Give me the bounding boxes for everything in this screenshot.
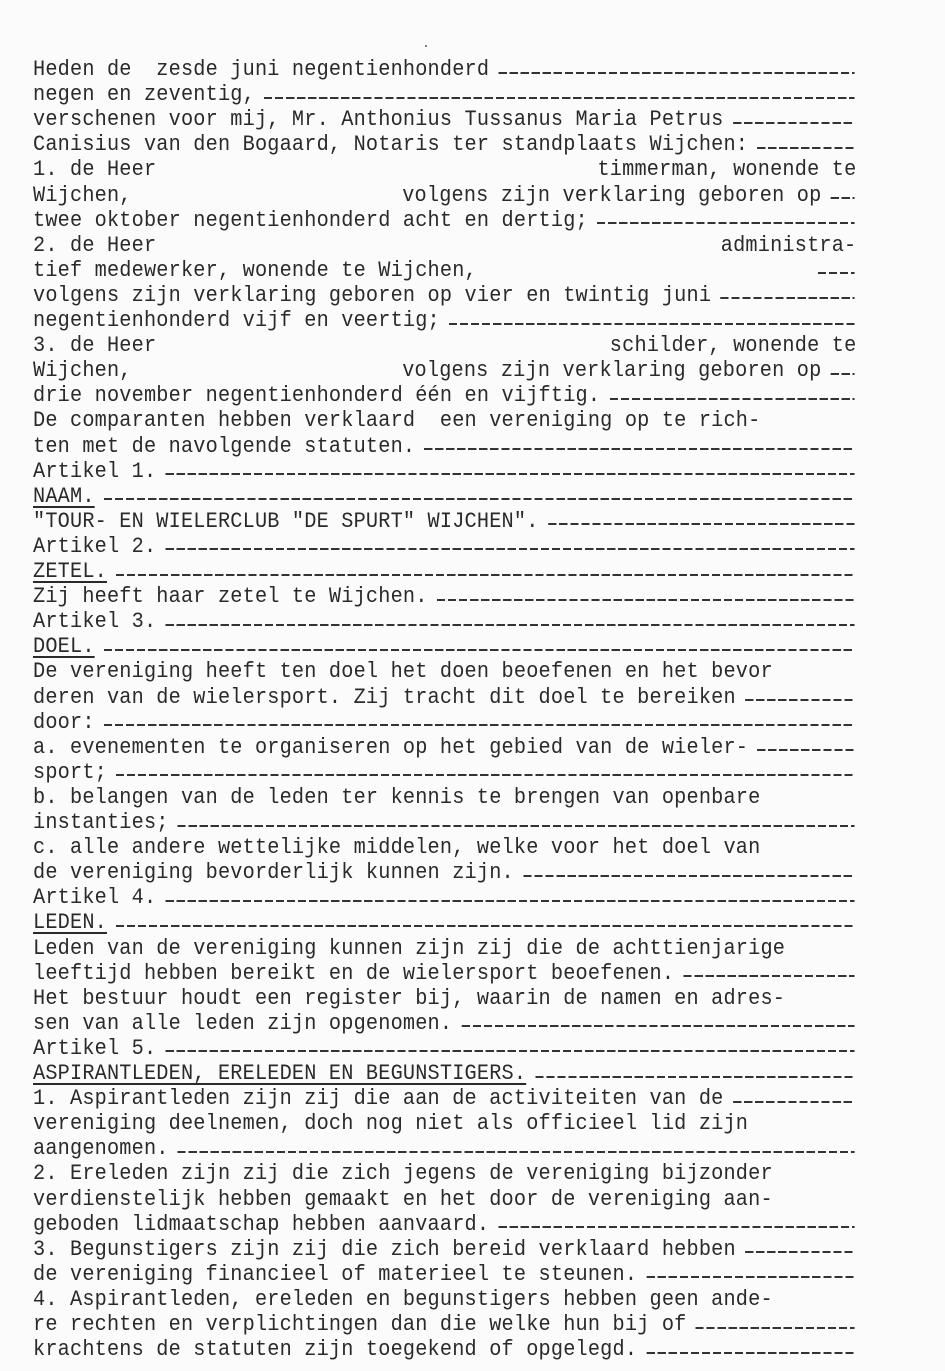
line-text: De comparanten hebben verklaard een vereniging op te rich- bbox=[33, 408, 761, 434]
text-line bbox=[33, 1011, 856, 1036]
dash-fill bbox=[104, 498, 855, 500]
text-line bbox=[33, 333, 856, 358]
dash-fill bbox=[733, 1101, 855, 1103]
text-line bbox=[33, 1312, 856, 1337]
line-text: tief medewerker, wonende te Wijchen, bbox=[33, 257, 477, 283]
dash-fill bbox=[535, 1076, 854, 1078]
line-text: Leden van de vereniging kunnen zijn zij die de achttienjarige bbox=[33, 935, 786, 961]
line-text: sport; bbox=[33, 759, 107, 785]
line-text: Artikel 2. bbox=[33, 533, 157, 559]
text-line bbox=[33, 785, 856, 810]
line-text: a. evenementen te organiseren op het gebied van de wieler- bbox=[33, 734, 749, 760]
dash-fill bbox=[757, 749, 854, 751]
text-line bbox=[33, 57, 856, 82]
text-line bbox=[33, 534, 856, 559]
line-text: Het bestuur houdt een register bij, waarin de namen en adres- bbox=[33, 985, 786, 1011]
section-heading: LEDEN. bbox=[33, 910, 107, 936]
text-line bbox=[33, 634, 856, 659]
text-line bbox=[33, 82, 856, 107]
dash-fill bbox=[264, 97, 854, 99]
line-text: sen van alle leden zijn opgenomen. bbox=[33, 1010, 453, 1036]
section-heading: DOEL. bbox=[33, 634, 95, 660]
dash-fill bbox=[104, 724, 855, 726]
line-text: re rechten en verplichtingen dan die welke hun bij of bbox=[33, 1312, 687, 1337]
dash-fill bbox=[461, 1025, 854, 1027]
text-line bbox=[33, 233, 856, 258]
line-text: "TOUR- EN WIELERCLUB "DE SPURT" WIJCHEN". bbox=[33, 508, 539, 534]
text-line bbox=[33, 509, 856, 534]
text-line bbox=[33, 1187, 856, 1212]
line-text: 4. Aspirantleden, ereleden en begunstigers hebben geen ande- bbox=[33, 1286, 773, 1312]
line-text: c. alle andere wettelijke middelen, welke voor het doel van bbox=[33, 835, 761, 861]
text-line bbox=[33, 860, 856, 885]
text-line bbox=[33, 1262, 856, 1287]
line-text: 2. Ereleden zijn zij die zich jegens de vereniging bijzonder bbox=[33, 1161, 773, 1187]
line-text: Artikel 4. bbox=[33, 885, 157, 911]
text-line bbox=[33, 358, 856, 383]
line-text: verschenen voor mij, Mr. Anthonius Tussanus Maria Petrus bbox=[33, 107, 724, 133]
text-line bbox=[33, 434, 856, 459]
text-line bbox=[33, 910, 856, 935]
line-text: Heden de zesde juni negentienhonderd bbox=[33, 57, 490, 82]
speck bbox=[425, 45, 427, 47]
dash-fill bbox=[831, 197, 855, 199]
text-line bbox=[33, 609, 856, 634]
text-line bbox=[33, 1061, 856, 1086]
text-line bbox=[33, 1111, 856, 1136]
line-text: leeftijd hebben bereikt en de wielersport beoefenen. bbox=[33, 960, 675, 986]
dash-fill bbox=[178, 1151, 855, 1153]
dash-fill bbox=[178, 825, 855, 827]
line-text: Artikel 5. bbox=[33, 1035, 157, 1061]
line-text: negentienhonderd vijf en veertig; bbox=[33, 308, 440, 333]
line-text-right: volgens zijn verklaring geboren op bbox=[402, 358, 822, 384]
dash-fill bbox=[646, 1276, 854, 1278]
text-line bbox=[33, 408, 856, 433]
dash-fill bbox=[733, 122, 855, 124]
text-line bbox=[33, 710, 856, 735]
text-line bbox=[33, 1036, 856, 1061]
text-line bbox=[33, 1287, 856, 1312]
line-text: Artikel 1. bbox=[33, 458, 157, 484]
line-text: twee oktober negentienhonderd acht en dertig; bbox=[33, 207, 588, 233]
line-text: Wijchen, bbox=[33, 358, 132, 384]
text-line bbox=[33, 760, 856, 785]
text-line bbox=[33, 383, 856, 408]
dash-fill bbox=[745, 1251, 855, 1253]
dash-fill bbox=[498, 72, 854, 74]
dash-fill bbox=[597, 222, 854, 224]
text-line bbox=[33, 986, 856, 1011]
dash-fill bbox=[498, 1226, 854, 1228]
dash-fill bbox=[166, 548, 855, 550]
text-line bbox=[33, 1086, 856, 1111]
text-line bbox=[33, 283, 856, 308]
text-line bbox=[33, 961, 856, 986]
line-text: volgens zijn verklaring geboren op vier en twintig juni bbox=[33, 282, 712, 308]
text-line bbox=[33, 810, 856, 835]
dash-fill bbox=[166, 624, 855, 626]
line-text: De vereniging heeft ten doel het doen beoefenen en het bevor bbox=[33, 659, 773, 685]
text-line bbox=[33, 132, 856, 157]
text-line bbox=[33, 936, 856, 961]
line-text: drie november negentienhonderd één en vijftig. bbox=[33, 383, 601, 409]
line-text: 2. de Heer bbox=[33, 232, 157, 258]
text-line bbox=[33, 1337, 856, 1362]
dash-fill bbox=[609, 398, 854, 400]
line-text: de vereniging bevorderlijk kunnen zijn. bbox=[33, 860, 514, 886]
text-line bbox=[33, 1212, 856, 1237]
line-text: aangenomen. bbox=[33, 1136, 169, 1162]
line-text-right: timmerman, wonende te bbox=[597, 157, 857, 183]
line-text: 3. Begunstigers zijn zij die zich bereid verklaard hebben bbox=[33, 1236, 736, 1262]
dash-fill bbox=[116, 925, 854, 927]
text-line bbox=[33, 885, 856, 910]
dash-fill bbox=[818, 272, 855, 274]
text-line bbox=[33, 1237, 856, 1262]
dash-fill bbox=[116, 774, 854, 776]
dash-fill bbox=[104, 649, 855, 651]
line-text: geboden lidmaatschap hebben aanvaard. bbox=[33, 1211, 490, 1237]
dash-fill bbox=[646, 1352, 854, 1354]
line-text: instanties; bbox=[33, 810, 169, 835]
text-line bbox=[33, 157, 856, 182]
dash-fill bbox=[166, 473, 855, 475]
text-line bbox=[33, 484, 856, 509]
line-text: ten met de navolgende statuten. bbox=[33, 433, 416, 459]
dash-fill bbox=[757, 147, 854, 149]
line-text: Canisius van den Bogaard, Notaris ter standplaats Wijchen: bbox=[33, 132, 749, 158]
text-line bbox=[33, 459, 856, 484]
dash-fill bbox=[437, 599, 855, 601]
dash-fill bbox=[745, 699, 855, 701]
dash-fill bbox=[720, 297, 854, 299]
line-text: Zij heeft haar zetel te Wijchen. bbox=[33, 584, 428, 610]
section-heading: NAAM. bbox=[33, 483, 95, 509]
line-text: 1. de Heer bbox=[33, 157, 157, 183]
text-line bbox=[33, 559, 856, 584]
dash-fill bbox=[449, 323, 854, 325]
line-text: negen en zeventig, bbox=[33, 82, 255, 108]
section-heading: ASPIRANTLEDEN, ERELEDEN EN BEGUNSTIGERS. bbox=[33, 1061, 527, 1086]
line-text: b. belangen van de leden ter kennis te brengen van openbare bbox=[33, 784, 761, 810]
dash-fill bbox=[523, 875, 854, 877]
line-text: door: bbox=[33, 709, 95, 735]
dash-fill bbox=[831, 373, 855, 375]
text-line bbox=[33, 659, 856, 684]
text-line bbox=[33, 1161, 856, 1186]
line-text-right: administra- bbox=[720, 232, 857, 258]
text-line bbox=[33, 685, 856, 710]
dash-fill bbox=[166, 900, 855, 902]
line-text: 1. Aspirantleden zijn zij die aan de activiteiten van de bbox=[33, 1086, 724, 1112]
section-heading: ZETEL. bbox=[33, 559, 107, 584]
line-text: Artikel 3. bbox=[33, 609, 157, 635]
line-text: Wijchen, bbox=[33, 182, 132, 208]
text-line bbox=[33, 208, 856, 233]
text-line bbox=[33, 308, 856, 333]
text-line bbox=[33, 584, 856, 609]
line-text: verdienstelijk hebben gemaakt en het door de vereniging aan- bbox=[33, 1186, 773, 1212]
text-line bbox=[33, 835, 856, 860]
dash-fill bbox=[683, 975, 854, 977]
line-text-right: schilder, wonende te bbox=[609, 333, 857, 359]
text-line bbox=[33, 107, 856, 132]
line-text: deren van de wielersport. Zij tracht dit doel te bereiken bbox=[33, 684, 736, 710]
text-line bbox=[33, 183, 856, 208]
line-text: de vereniging financieel of materieel te steunen. bbox=[33, 1261, 638, 1287]
dash-fill bbox=[116, 574, 854, 576]
dash-fill bbox=[696, 1327, 855, 1329]
line-text-right: volgens zijn verklaring geboren op bbox=[402, 182, 822, 208]
text-line bbox=[33, 735, 856, 760]
dash-fill bbox=[166, 1050, 855, 1052]
dash-fill bbox=[424, 448, 854, 450]
line-text: vereniging deelnemen, doch nog niet als officieel lid zijn bbox=[33, 1111, 749, 1137]
line-text: krachtens de statuten zijn toegekend of opgelegd. bbox=[33, 1337, 638, 1363]
dash-fill bbox=[548, 523, 855, 525]
line-text: 3. de Heer bbox=[33, 333, 157, 359]
text-line bbox=[33, 1136, 856, 1161]
text-line bbox=[33, 258, 856, 283]
